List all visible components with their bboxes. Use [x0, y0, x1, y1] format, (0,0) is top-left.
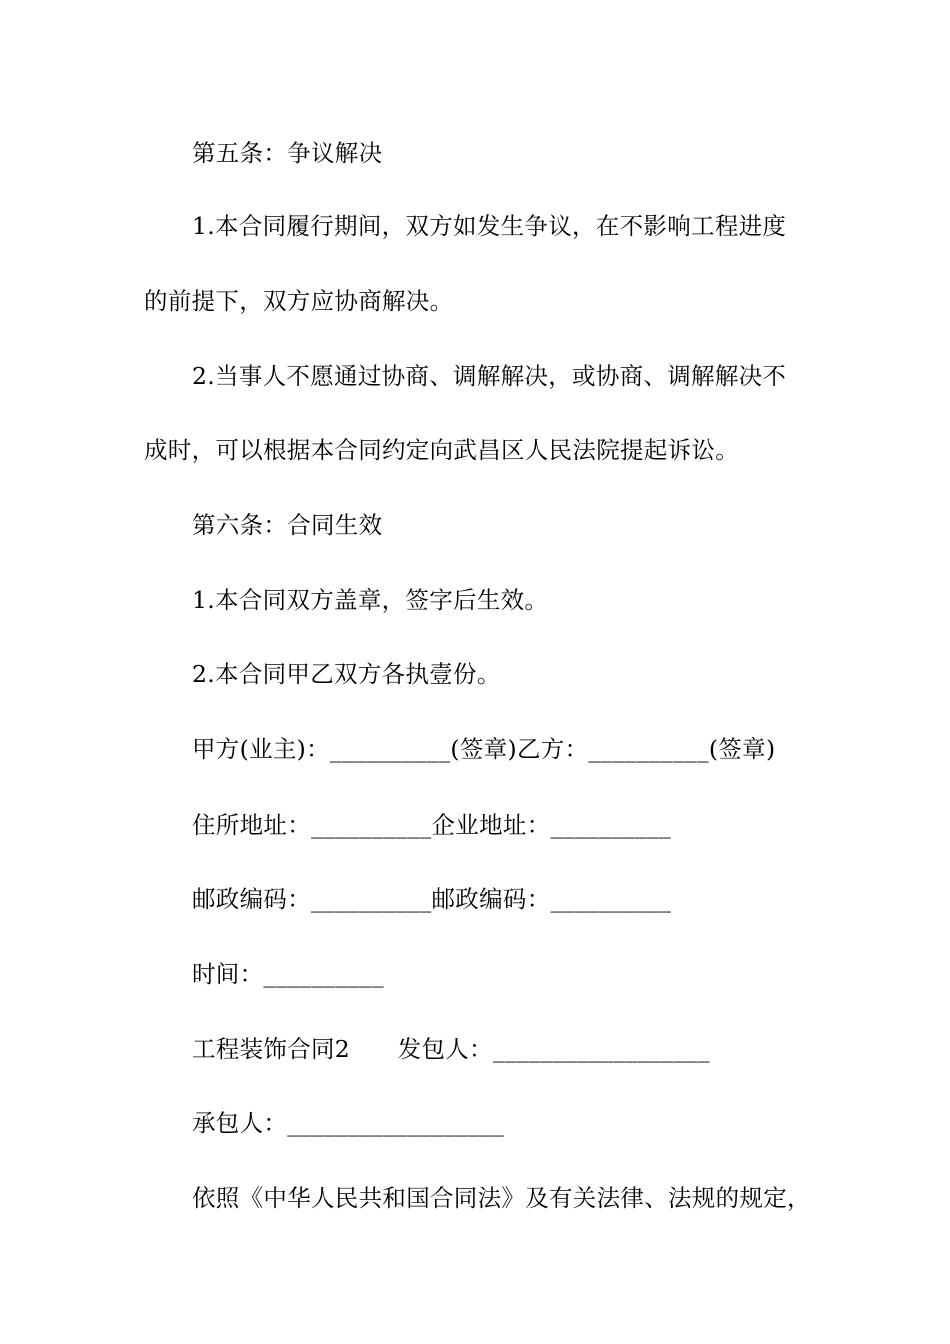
address-line: 住所地址：__________企业地址：__________	[192, 811, 671, 839]
date-line: 时间：__________	[192, 960, 384, 988]
section-heading-dispute-resolution: 第五条：争议解决	[192, 139, 383, 167]
paragraph-text: 2.当事人不愿通过协商、调解解决，或协商、调解解决不	[192, 362, 787, 390]
contractor-line: 承包人：__________________	[192, 1109, 505, 1137]
paragraph-text: 成时，可以根据本合同约定向武昌区人民法院提起诉讼。	[144, 436, 739, 464]
signature-line-parties: 甲方(业主)：__________(签章)乙方：__________(签章)	[192, 735, 776, 763]
paragraph-text: 2.本合同甲乙双方各执壹份。	[192, 660, 501, 688]
contract-title-employer-line: 工程装饰合同2 发包人：__________________	[192, 1035, 710, 1063]
paragraph-text: 的前提下，双方应协商解决。	[144, 287, 454, 315]
paragraph-text: 依照《中华人民共和国合同法》及有关法律、法规的规定，	[192, 1184, 811, 1212]
paragraph-text: 1.本合同双方盖章，签字后生效。	[192, 586, 549, 614]
paragraph-text: 1.本合同履行期间，双方如发生争议，在不影响工程进度	[192, 212, 787, 240]
section-heading-contract-effect: 第六条：合同生效	[192, 511, 383, 539]
postal-code-line: 邮政编码：__________邮政编码：__________	[192, 885, 671, 913]
